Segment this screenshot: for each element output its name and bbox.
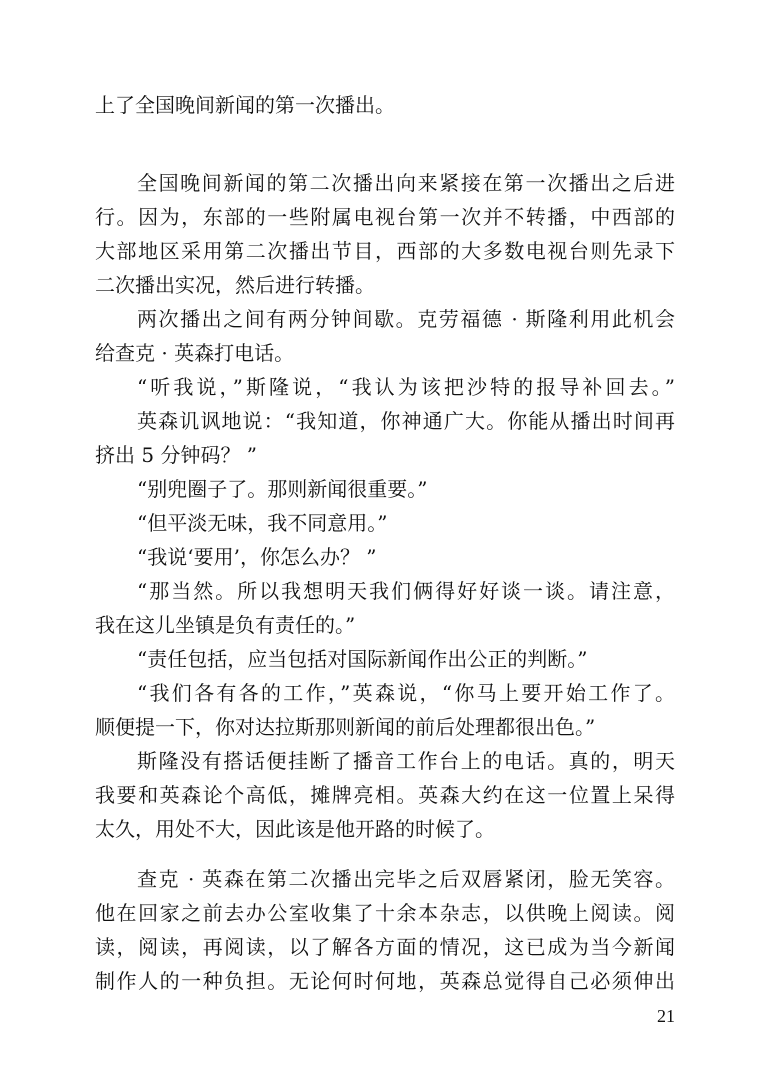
- text-line: “听我说，”斯隆说，“我认为该把沙特的报导补回去。”: [137, 375, 675, 399]
- text-line: 我要和英森论个高低，摊牌亮相。英森大约在这一位置上呆得: [95, 783, 675, 807]
- text-line: 二次播出实况，然后进行转播。: [95, 273, 375, 297]
- text-line: 制作人的一种负担。无论何时何地，英森总觉得自己必须伸出: [95, 969, 675, 993]
- text-line: 英森讥讽地说：“我知道，你神通广大。你能从播出时间再: [137, 409, 675, 433]
- text-line: 两次播出之间有两分钟间歇。克劳福德 · 斯隆利用此机会: [137, 307, 675, 331]
- text-line: 挤出 5 分钟码？ ”: [95, 443, 258, 467]
- text-line: “我们各有各的工作，”英森说，“你马上要开始工作了。: [137, 681, 675, 705]
- text-line: 行。因为，东部的一些附属电视台第一次并不转播，中西部的: [95, 205, 675, 229]
- text-line: “责任包括，应当包括对国际新闻作出公正的判断。”: [137, 647, 588, 671]
- text-line: 太久，用处不大，因此该是他开路的时候了。: [95, 817, 495, 841]
- text-line: “别兜圈子了。那则新闻很重要。”: [137, 477, 428, 501]
- text-line: 给查克 · 英森打电话。: [95, 341, 295, 365]
- text-line: 大部地区采用第二次播出节目，西部的大多数电视台则先录下: [95, 239, 675, 263]
- text-line: “那当然。所以我想明天我们俩得好好谈一谈。请注意，: [137, 579, 675, 603]
- text-line: “但平淡无味，我不同意用。”: [137, 511, 388, 535]
- text-line: 上了全国晚间新闻的第一次播出。: [95, 93, 395, 117]
- text-line: 斯隆没有搭话便挂断了播音工作台上的电话。真的，明天: [137, 749, 675, 773]
- text-line: “我说‘要用’，你怎么办？ ”: [137, 545, 377, 569]
- text-line: 读，阅读，再阅读，以了解各方面的情况，这已成为当今新闻: [95, 935, 675, 959]
- text-line: 我在这儿坐镇是负有责任的。”: [95, 613, 356, 637]
- text-line: 顺便提一下，你对达拉斯那则新闻的前后处理都很出色。”: [95, 715, 596, 739]
- text-line: 全国晚间新闻的第二次播出向来紧接在第一次播出之后进: [137, 171, 675, 195]
- page-number: 21: [657, 1006, 675, 1026]
- text-line: 查克 · 英森在第二次播出完毕之后双唇紧闭，脸无笑容。: [137, 867, 675, 891]
- text-line: 他在回家之前去办公室收集了十余本杂志，以供晚上阅读。阅: [95, 901, 675, 925]
